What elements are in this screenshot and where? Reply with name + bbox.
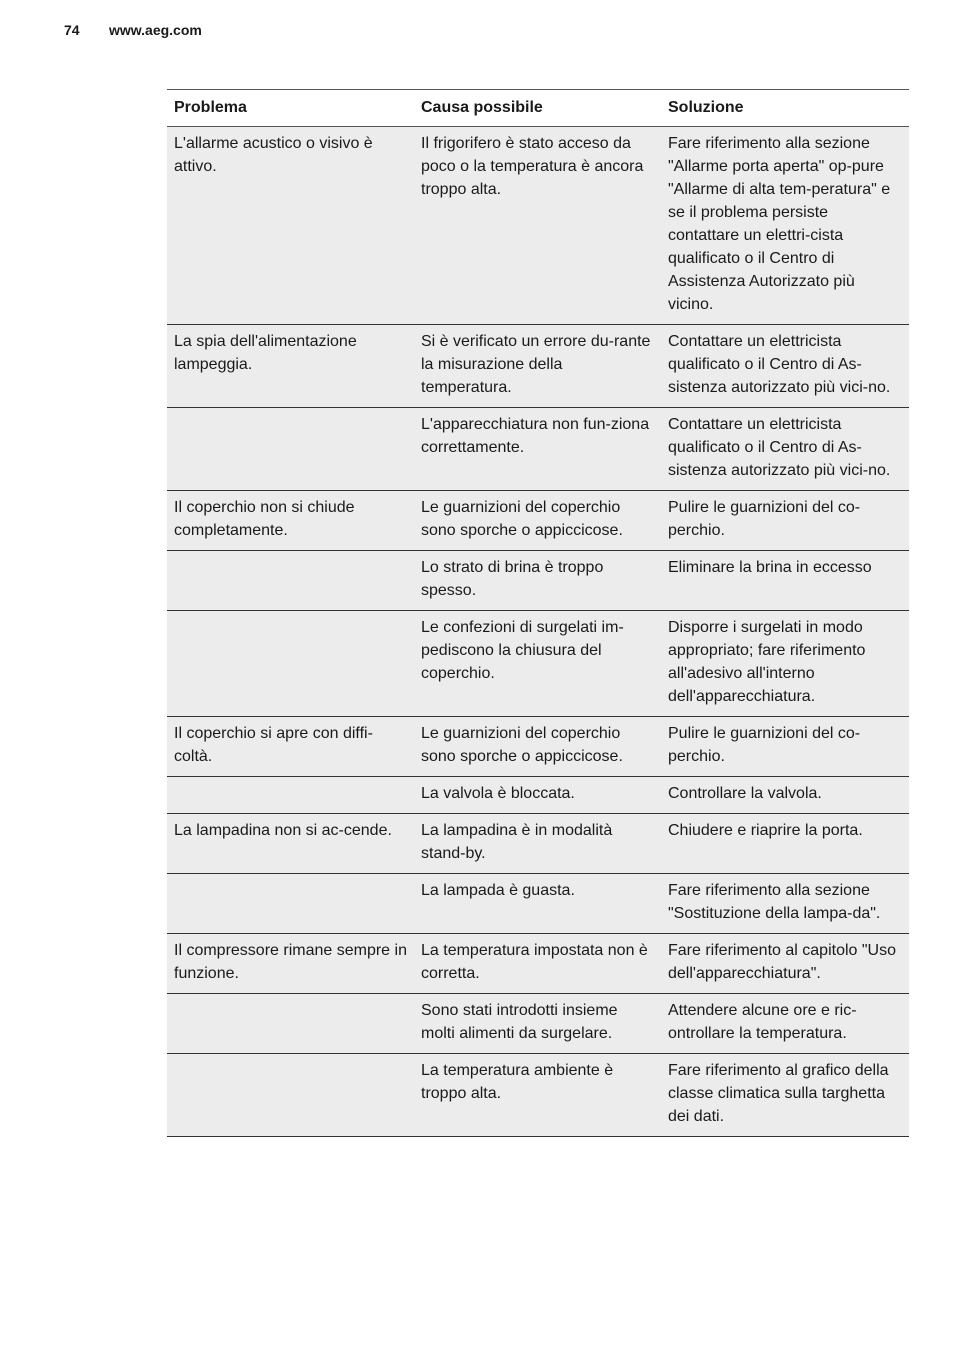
cause-cell: L'apparecchiatura non fun-ziona correttamente. <box>414 408 661 491</box>
problem-cell <box>167 611 414 717</box>
solution-cell: Contattare un elettricista qualificato o il Centro di As-sistenza autorizzato più vici-no. <box>661 325 909 408</box>
problem-cell: Il coperchio non si chiude completamente. <box>167 491 414 551</box>
table-row <box>167 717 909 777</box>
problem-cell: La spia dell'alimentazione lampeggia. <box>167 325 414 408</box>
page-header <box>64 22 202 38</box>
table-row <box>167 127 909 325</box>
table-row <box>167 994 909 1054</box>
cause-cell: Il frigorifero è stato acceso da poco o la temperatura è ancora troppo alta. <box>414 127 661 325</box>
cause-cell: La valvola è bloccata. <box>414 777 661 814</box>
solution-cell: Disporre i surgelati in modo appropriato; fare riferimento all'adesivo all'interno dell'apparecchiatura. <box>661 611 909 717</box>
table-row <box>167 408 909 491</box>
table-row <box>167 874 909 934</box>
table-row <box>167 551 909 611</box>
table-header-row <box>167 90 909 127</box>
cause-cell: Lo strato di brina è troppo spesso. <box>414 551 661 611</box>
column-header-solution: Soluzione <box>661 90 909 127</box>
solution-cell: Fare riferimento al capitolo "Uso dell'apparecchiatura". <box>661 934 909 994</box>
problem-cell <box>167 874 414 934</box>
problem-cell: Il coperchio si apre con diffi-coltà. <box>167 717 414 777</box>
solution-cell: Fare riferimento al grafico della classe climatica sulla targhetta dei dati. <box>661 1054 909 1137</box>
problem-cell: La lampadina non si ac-cende. <box>167 814 414 874</box>
cause-cell: Sono stati introdotti insieme molti alimenti da surgelare. <box>414 994 661 1054</box>
table-row <box>167 1054 909 1137</box>
table-row <box>167 325 909 408</box>
problem-cell <box>167 551 414 611</box>
solution-cell: Fare riferimento alla sezione "Allarme porta aperta" op-pure "Allarme di alta tem-peratura" e se il problema persiste contattare un elettri-cista qualificato o il Centro di Assistenza Autorizzato più vicino. <box>661 127 909 325</box>
cause-cell: Le confezioni di surgelati im-pediscono la chiusura del coperchio. <box>414 611 661 717</box>
site-url: www.aeg.com <box>109 22 202 38</box>
solution-cell: Pulire le guarnizioni del co-perchio. <box>661 717 909 777</box>
troubleshooting-table <box>167 89 909 1137</box>
problem-cell <box>167 777 414 814</box>
table-row <box>167 611 909 717</box>
solution-cell: Attendere alcune ore e ric-ontrollare la temperatura. <box>661 994 909 1054</box>
cause-cell: La temperatura ambiente è troppo alta. <box>414 1054 661 1137</box>
solution-cell: Pulire le guarnizioni del co-perchio. <box>661 491 909 551</box>
solution-cell: Eliminare la brina in eccesso <box>661 551 909 611</box>
cause-cell: La temperatura impostata non è corretta. <box>414 934 661 994</box>
problem-cell <box>167 994 414 1054</box>
table-row <box>167 814 909 874</box>
column-header-cause: Causa possibile <box>414 90 661 127</box>
solution-cell: Controllare la valvola. <box>661 777 909 814</box>
cause-cell: Le guarnizioni del coperchio sono sporche o appiccicose. <box>414 717 661 777</box>
table-row <box>167 777 909 814</box>
table-row <box>167 934 909 994</box>
solution-cell: Chiudere e riaprire la porta. <box>661 814 909 874</box>
cause-cell: La lampada è guasta. <box>414 874 661 934</box>
page-number: 74 <box>64 22 80 38</box>
solution-cell: Fare riferimento alla sezione "Sostituzione della lampa-da". <box>661 874 909 934</box>
solution-cell: Contattare un elettricista qualificato o il Centro di As-sistenza autorizzato più vici-no. <box>661 408 909 491</box>
problem-cell: Il compressore rimane sempre in funzione. <box>167 934 414 994</box>
column-header-problem: Problema <box>167 90 414 127</box>
cause-cell: La lampadina è in modalità stand-by. <box>414 814 661 874</box>
table-row <box>167 491 909 551</box>
problem-cell: L'allarme acustico o visivo è attivo. <box>167 127 414 325</box>
cause-cell: Si è verificato un errore du-rante la misurazione della temperatura. <box>414 325 661 408</box>
cause-cell: Le guarnizioni del coperchio sono sporche o appiccicose. <box>414 491 661 551</box>
problem-cell <box>167 408 414 491</box>
problem-cell <box>167 1054 414 1137</box>
